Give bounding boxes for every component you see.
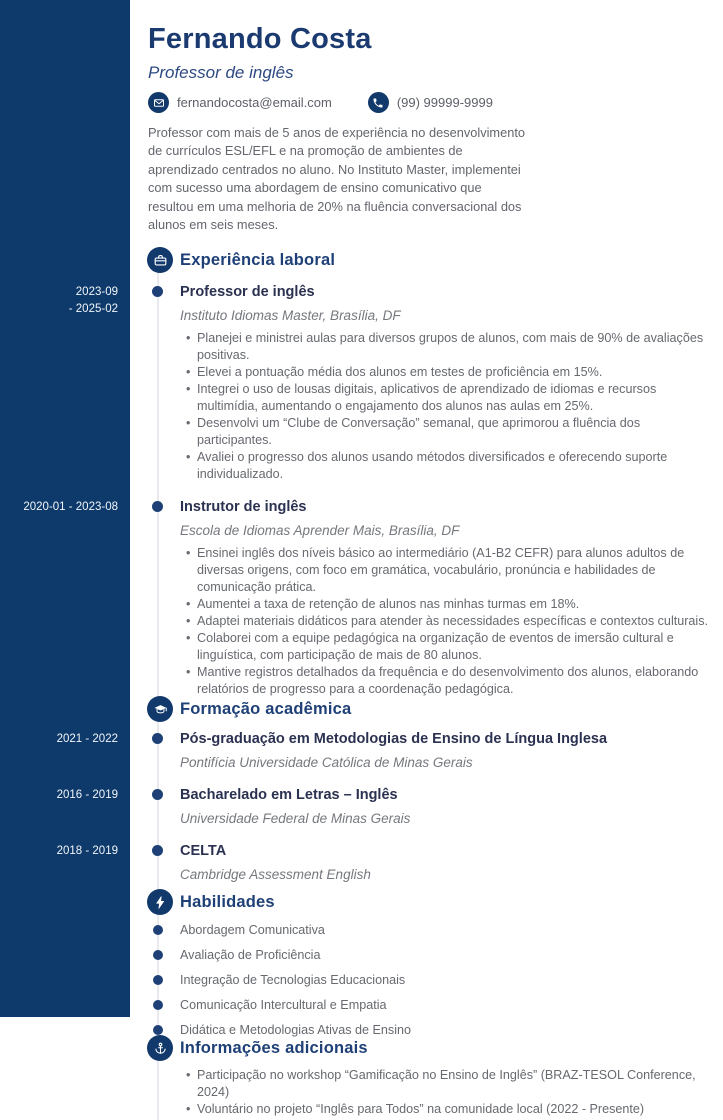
skill-item — [180, 972, 710, 989]
entry-date — [23, 499, 118, 516]
bullet-list — [180, 330, 710, 483]
timeline-sections — [23, 247, 710, 1118]
timeline-dot — [153, 925, 163, 935]
entry-organization: Cambridge Assessment English — [180, 867, 371, 883]
timeline-dot — [152, 845, 163, 856]
date-line: - 2025-02 — [68, 303, 118, 316]
section-experience — [23, 247, 710, 698]
profile-summary: Professor com mais de 5 anos de experiência no desenvolvimento de currículos ESL/EFL e na promoção de ambientes de aprendizado centrados no aluno. No Instituto Master, implementei com sucesso uma abordagem de ensino comunicativo que resultou em uma melhoria de 20% na fluência conversacional dos alunos em seis meses. — [148, 125, 526, 233]
timeline-dot — [152, 733, 163, 744]
section-heading: Formação acadêmica — [180, 699, 352, 718]
bullet-item: • Planejei e ministrei aulas para diversos grupos de alunos, com mais de 90% de avaliações positivas. — [197, 330, 710, 364]
bullet-item: • Colaborei com a equipe pedagógica na organização de eventos de imersão cultural e linguística, com participação de mais de 80 alunos. — [197, 630, 710, 664]
email-icon — [148, 92, 169, 113]
skill-item — [180, 922, 710, 939]
bullet-item: • Participação no workshop “Gamificação no Ensino de Inglês” (BRAZ-TESOL Conference, 2024) — [197, 1067, 710, 1101]
skill-label: Didática e Metodologias Ativas de Ensino — [180, 1023, 412, 1038]
phone-text: (99) 99999-9999 — [396, 95, 493, 110]
section-heading: Informações adicionais — [180, 1038, 368, 1057]
section-heading: Experiência laboral — [180, 250, 336, 269]
entry-title: Bacharelado em Letras – Inglês — [180, 787, 398, 804]
bullet-item: • Desenvolvi um “Clube de Conversação” semanal, que aprimorou a fluência dos participantes. — [197, 415, 710, 449]
date-line: 2020-01 - 2023-08 — [23, 501, 118, 514]
section-skills — [180, 889, 710, 1039]
entry-title: Professor de inglês — [180, 284, 315, 301]
entry-organization: Escola de Idiomas Aprender Mais, Brasília, DF — [180, 523, 460, 539]
email-text: fernandocosta@email.com — [177, 95, 332, 110]
entry-date — [57, 843, 118, 860]
timeline-dot — [153, 975, 163, 985]
bullet-item: • Voluntário no projeto “Inglês para Todos” na comunidade local (2022 - Presente) — [197, 1101, 710, 1118]
timeline-dot — [153, 950, 163, 960]
section-additional-info — [180, 1035, 710, 1118]
entry-organization: Pontifícia Universidade Católica de Minas Gerais — [180, 755, 473, 771]
entry-title: Pós-graduação em Metodologias de Ensino de Língua Inglesa — [180, 731, 608, 748]
entry-title: CELTA — [180, 843, 227, 860]
date-line: 2021 - 2022 — [56, 733, 118, 746]
timeline-dot — [152, 789, 163, 800]
entry-title: Instrutor de inglês — [180, 499, 307, 516]
timeline-dot — [153, 1000, 163, 1010]
resume-header — [148, 22, 710, 234]
timeline-dot — [152, 286, 163, 297]
entry-date — [57, 731, 118, 748]
phone-contact[interactable] — [368, 92, 493, 113]
skill-label: Integração de Tecnologias Educacionais — [180, 973, 406, 988]
additional-heading-row — [180, 1035, 710, 1061]
entry-date — [69, 284, 118, 318]
job-title: Professor de inglês — [148, 63, 294, 82]
entry-organization: Instituto Idiomas Master, Brasília, DF — [180, 308, 401, 324]
contact-row — [148, 92, 710, 113]
bullet-item: • Avaliei o progresso dos alunos usando métodos diversificados e oferecendo suporte individualizado. — [197, 449, 710, 483]
skill-item — [180, 947, 710, 964]
briefcase-icon — [147, 247, 173, 273]
skill-item — [180, 997, 710, 1014]
skill-label: Abordagem Comunicativa — [180, 923, 325, 938]
timeline-line — [157, 262, 159, 1120]
bullet-item: • Ensinei inglês dos níveis básico ao intermediário (A1-B2 CEFR) para alunos adultos de diversas origens, com foco em gramática, vocabulário, pronúncia e habilidades de comunicação prática. — [197, 545, 710, 596]
section-heading: Habilidades — [180, 892, 275, 911]
education-entry — [56, 785, 710, 827]
bullet-item: • Adaptei materiais didáticos para atender às necessidades específicas e contextos culturais. — [197, 613, 710, 630]
anchor-icon — [147, 1035, 173, 1061]
experience-heading-row — [180, 247, 710, 273]
date-line: 2023-09 — [75, 286, 118, 299]
lightning-bolt-icon — [147, 889, 173, 915]
bullet-list — [180, 1067, 710, 1118]
entry-organization: Universidade Federal de Minas Gerais — [180, 811, 411, 827]
graduation-cap-icon — [147, 696, 173, 722]
person-name: Fernando Costa — [148, 23, 372, 55]
experience-entry — [23, 497, 710, 698]
date-line: 2018 - 2019 — [56, 845, 118, 858]
bullet-item: • Integrei o uso de lousas digitais, aplicativos de aprendizado de idiomas e recursos multimídia, aumentando o engajamento dos alunos nas aulas em 25%. — [197, 381, 710, 415]
timeline-dot — [153, 1025, 163, 1035]
date-line: 2016 - 2019 — [56, 789, 118, 802]
skill-label: Comunicação Intercultural e Empatia — [180, 998, 387, 1013]
skill-label: Avaliação de Proficiência — [180, 948, 321, 963]
bullet-item: • Aumentei a taxa de retenção de alunos nas minhas turmas em 18%. — [197, 596, 710, 613]
education-entry — [56, 841, 710, 883]
skills-heading-row — [180, 889, 710, 915]
resume-content — [23, 22, 710, 1118]
bullet-item: • Mantive registros detalhados da frequência e do desenvolvimento dos alunos, elaborando relatórios de progresso para a coordenação pedagógica. — [197, 664, 710, 698]
entry-date — [57, 787, 118, 804]
education-entry — [56, 729, 710, 771]
education-heading-row — [180, 696, 710, 722]
phone-icon — [368, 92, 389, 113]
experience-entry — [68, 282, 710, 483]
bullet-item: • Elevei a pontuação média dos alunos em testes de proficiência em 15%. — [197, 364, 710, 381]
email-contact[interactable] — [148, 92, 332, 113]
timeline-dot — [152, 501, 163, 512]
section-education — [56, 696, 710, 883]
bullet-list — [180, 545, 710, 698]
